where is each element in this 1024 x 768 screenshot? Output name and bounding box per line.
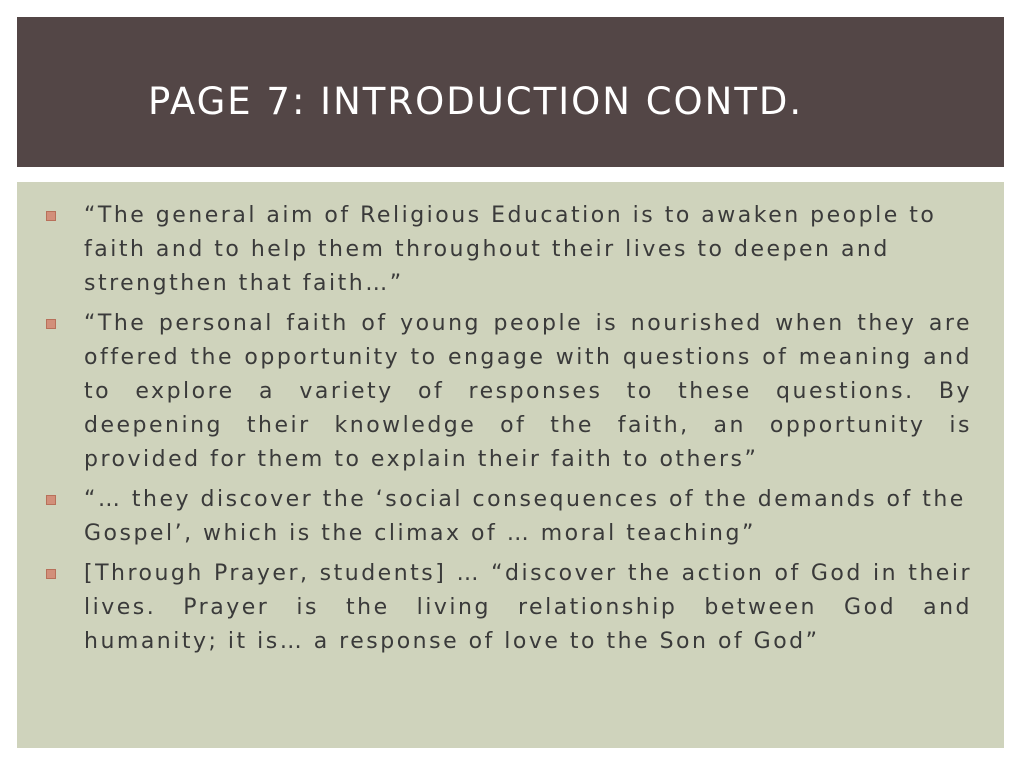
bullet-text: “The general aim of Religious Education is to awaken people to faith and to help them throughout their lives to deepen and strengthen that faith…” — [84, 203, 937, 296]
bullet-list — [40, 199, 972, 665]
bullet-item — [40, 199, 972, 301]
bullet-text: [Through Prayer, students] … “discover the action of God in their lives. Prayer is the living relationship between God and humanity; it is… a response of love to the Son of God” — [84, 561, 972, 654]
square-bullet-icon — [46, 319, 56, 329]
bullet-item — [40, 557, 972, 659]
bullet-item — [40, 307, 972, 477]
square-bullet-icon — [46, 495, 56, 505]
square-bullet-icon — [46, 569, 56, 579]
bullet-item — [40, 483, 972, 551]
square-bullet-icon — [46, 211, 56, 221]
slide-title: PAGE 7: INTRODUCTION CONTD. — [148, 80, 804, 123]
bullet-text: “The personal faith of young people is nourished when they are offered the opportunity to engage with questions of meaning and to explore a variety of responses to these questions. By deepening their knowledge of the faith, an opportunity is provided for them to explain their faith to others” — [84, 311, 972, 472]
bullet-text: “… they discover the ‘social consequences of the demands of the Gospel’, which is the climax of … moral teaching” — [84, 487, 966, 546]
